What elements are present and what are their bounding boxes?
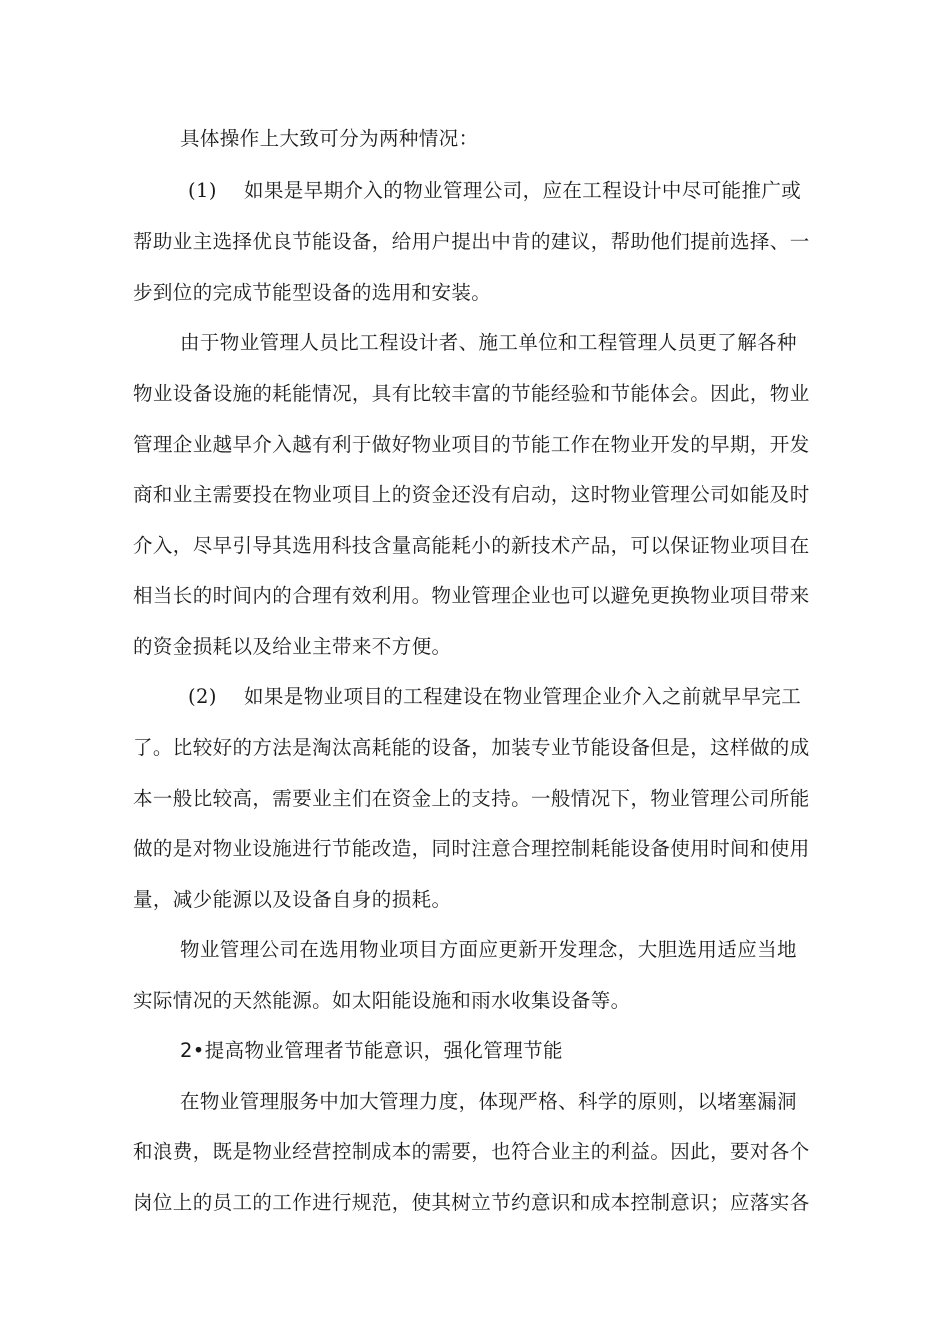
case2-text-line: 如果是物业项目的工程建设在物业管理企业介入之前就早早完工 bbox=[244, 685, 802, 708]
case2-text-line: 做的是对物业设施进行节能改造，同时注意合理控制耗能设备使用时间和使用 bbox=[133, 837, 810, 860]
reason-paragraph-line: 由于物业管理人员比工程设计者、施工单位和工程管理人员更了解各种 bbox=[180, 331, 797, 354]
case1-text-line: 如果是早期介入的物业管理公司，应在工程设计中尽可能推广或 bbox=[244, 179, 802, 202]
case1-text-line: 步到位的完成节能型设备的选用和安装。 bbox=[133, 281, 492, 304]
intro-line: 具体操作上大致可分为两种情况： bbox=[180, 127, 479, 150]
service-paragraph-line: 在物业管理服务中加大管理力度，体现严格、科学的原则，以堵塞漏洞 bbox=[180, 1090, 797, 1113]
service-paragraph-line: 和浪费，既是物业经营控制成本的需要，也符合业主的利益。因此，要对各个 bbox=[133, 1140, 810, 1163]
case2-text-line: 本一般比较高，需要业主们在资金上的支持。一般情况下，物业管理公司所能 bbox=[133, 787, 810, 810]
service-paragraph-line: 岗位上的员工的工作进行规范，使其树立节约意识和成本控制意识；应落实各 bbox=[133, 1191, 810, 1214]
reason-paragraph-line: 相当长的时间内的合理有效利用。物业管理企业也可以避免更换物业项目带来 bbox=[133, 584, 810, 607]
case1-number: (1) bbox=[188, 179, 217, 202]
case1-text-line: 帮助业主选择优良节能设备，给用户提出中肯的建议，帮助他们提前选择、一 bbox=[133, 230, 810, 253]
reason-paragraph-line: 管理企业越早介入越有利于做好物业项目的节能工作在物业开发的早期，开发 bbox=[133, 433, 810, 456]
case2-text-line: 了。比较好的方法是淘汰高耗能的设备，加装专业节能设备但是，这样做的成 bbox=[133, 736, 810, 759]
reason-paragraph-line: 物业设备设施的耗能情况，具有比较丰富的节能经验和节能体会。因此，物业 bbox=[133, 382, 810, 405]
energy-paragraph-line: 物业管理公司在选用物业项目方面应更新开发理念，大胆选用适应当地 bbox=[180, 938, 797, 961]
case1-first-line bbox=[0, 171, 950, 211]
reason-paragraph-line: 商和业主需要投在物业项目上的资金还没有启动，这时物业管理公司如能及时 bbox=[133, 483, 810, 506]
section-heading: 2•提高物业管理者节能意识，强化管理节能 bbox=[180, 1039, 563, 1062]
reason-paragraph-line: 介入，尽早引导其选用科技含量高能耗小的新技术产品，可以保证物业项目在 bbox=[133, 534, 810, 557]
reason-paragraph-line: 的资金损耗以及给业主带来不方便。 bbox=[133, 635, 452, 658]
case2-first-line bbox=[0, 677, 950, 717]
energy-paragraph-line: 实际情况的天然能源。如太阳能设施和雨水收集设备等。 bbox=[133, 989, 631, 1012]
case2-text-line: 量，减少能源以及设备自身的损耗。 bbox=[133, 888, 452, 911]
case2-number: (2) bbox=[188, 685, 217, 708]
